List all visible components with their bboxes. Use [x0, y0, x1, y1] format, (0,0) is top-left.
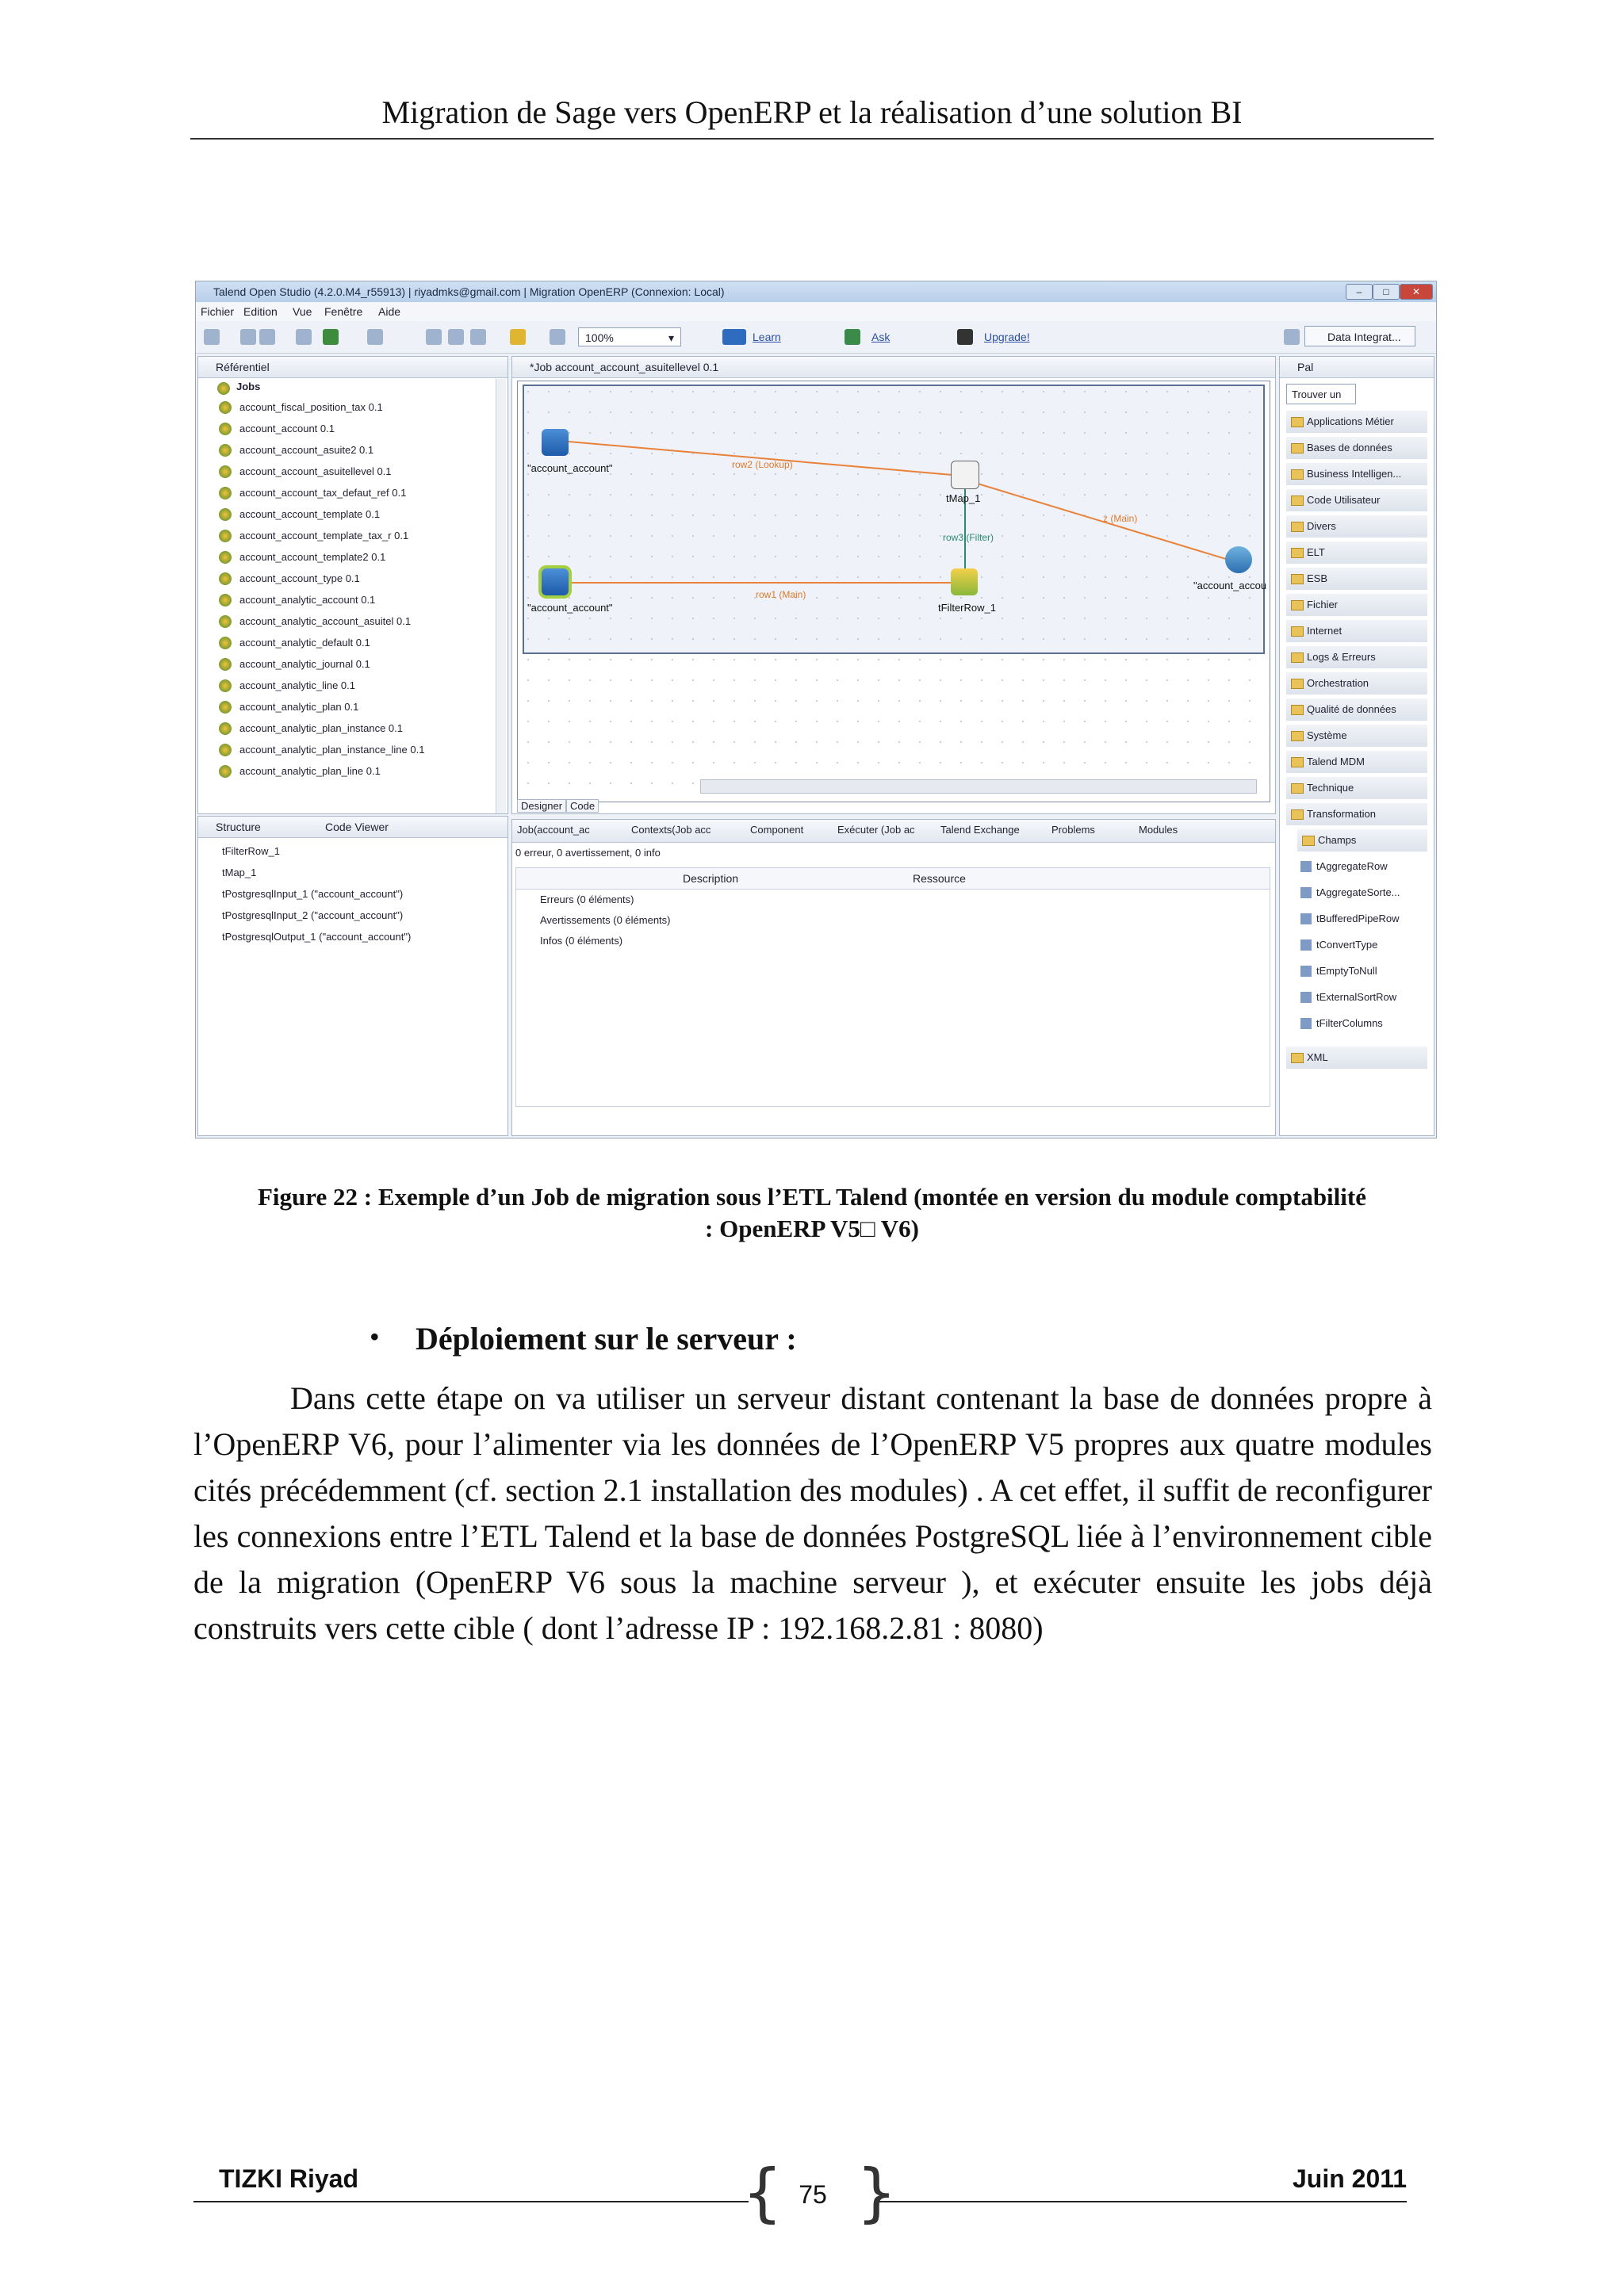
repository-job-item[interactable]: [219, 461, 424, 482]
folder-icon: [1291, 496, 1304, 506]
header-rule: [190, 138, 1434, 140]
save-icon[interactable]: [204, 329, 220, 345]
palette-folder-label: Logs & Erreurs: [1307, 651, 1376, 663]
palette-folder-label: Talend MDM: [1307, 756, 1365, 767]
learn-link[interactable]: Learn: [753, 331, 781, 343]
filter-icon[interactable]: [951, 568, 978, 595]
menu-fenetre[interactable]: Fenêtre: [324, 305, 363, 318]
repository-job-item[interactable]: [219, 739, 424, 760]
folder-icon: [1291, 417, 1304, 427]
job-icon: [219, 744, 232, 756]
folder-icon: [1291, 652, 1304, 663]
zoom-select[interactable]: [578, 327, 681, 346]
problems-summary: 0 erreur, 0 avertissement, 0 info: [515, 847, 661, 859]
bottom-tab[interactable]: Talend Exchange: [940, 824, 1020, 836]
bottom-tab[interactable]: Exécuter (Job ac: [837, 824, 915, 836]
tab-designer[interactable]: Designer: [517, 799, 566, 813]
folder-icon: [1291, 600, 1304, 610]
repository-job-item[interactable]: [219, 546, 424, 568]
talend-screenshot: [195, 281, 1437, 1138]
out-link-label: z (Main): [1103, 513, 1138, 524]
job-icon: [219, 765, 232, 778]
open-perspective-icon[interactable]: [1284, 329, 1300, 345]
palette-component[interactable]: [1299, 908, 1429, 930]
bottom-tab[interactable]: Job(account_ac: [517, 824, 590, 836]
job-icon: [219, 444, 232, 457]
menu-fichier[interactable]: Fichier: [201, 305, 235, 318]
lookup-link-label: row2 (Lookup): [732, 459, 793, 470]
footer-rule-right: [875, 2201, 1407, 2202]
left-brace-icon: {: [742, 2156, 783, 2229]
bullet-icon: •: [370, 1321, 380, 1353]
job-icon: [219, 572, 232, 585]
upgrade-icon: [957, 329, 973, 345]
job-icon: [219, 508, 232, 521]
canvas-view-tabs: [517, 799, 599, 813]
repository-job-item[interactable]: [219, 696, 424, 718]
component-icon: [1300, 887, 1312, 898]
right-brace-icon: }: [856, 2156, 897, 2229]
window-titlebar: [196, 281, 1436, 302]
bottom-tab[interactable]: Modules: [1139, 824, 1178, 836]
palette-folder-label: Qualité de données: [1307, 703, 1396, 715]
footer-author: TIZKI Riyad: [219, 2164, 359, 2193]
palette-component-label: tConvertType: [1316, 939, 1378, 951]
palette-folder-label: Système: [1307, 729, 1347, 741]
col-description[interactable]: Description: [683, 872, 739, 885]
palette-component[interactable]: [1299, 934, 1429, 956]
job-label: account_analytic_account_asuitel 0.1: [239, 615, 412, 627]
tree-icon[interactable]: [367, 329, 383, 345]
folder-icon: [1291, 574, 1304, 584]
job-label: account_account_template2 0.1: [239, 551, 386, 563]
ask-link[interactable]: Ask: [871, 331, 891, 343]
job-icon: [219, 465, 232, 478]
figure-caption-line1: Figure 22 : Exemple d’un Job de migration sous l’ETL Talend (montée en version du module comptabilité: [258, 1183, 1366, 1211]
job-icon: [219, 658, 232, 671]
import-icon[interactable]: [240, 329, 256, 345]
ask-icon: [845, 329, 860, 345]
component-icon: [1300, 992, 1312, 1003]
output-label: "account_accou: [1193, 580, 1267, 591]
palette-component[interactable]: [1299, 1012, 1429, 1035]
job-icon: [219, 637, 232, 649]
structure-item[interactable]: tPostgresqlOutput_1 ("account_account"): [222, 931, 412, 943]
designer-tab[interactable]: *Job account_account_asuitellevel 0.1: [512, 357, 1275, 378]
tmap-icon[interactable]: [951, 461, 979, 489]
tab-code-viewer[interactable]: Code Viewer: [325, 821, 389, 833]
job-label: account_analytic_journal 0.1: [239, 658, 370, 670]
chevron-down-icon: ▾: [668, 331, 674, 344]
repository-tree: [219, 396, 424, 782]
component-icon: [1300, 966, 1312, 977]
repository-scrollbar[interactable]: [496, 379, 506, 813]
paragraph-text: Dans cette étape on va utiliser un serveur distant contenant la base de données propre à l’OpenERP V6, pour l’alimenter via les données de l’OpenERP V5 propres aux quatre modules cités précédemment (cf. section 2.1 installation des modules) . A cet effet, il suffit de reconfigurer les connexions entre l’ETL Talend et la base de données PostgreSQL liée à l’environnement cible de la migration (OpenERP V6 sous la machine serveur ), et exécuter ensuite les jobs déjà construits vers cette cible ( dont l’adresse IP : 192.168.2.81 : 8080): [193, 1380, 1432, 1646]
job-icon: [219, 679, 232, 692]
postgres-output-icon[interactable]: [1225, 546, 1252, 573]
palette-folder[interactable]: [1286, 411, 1427, 433]
folder-icon: [1291, 469, 1304, 480]
job-label: account_analytic_plan 0.1: [239, 701, 359, 713]
palette-folder[interactable]: [1286, 803, 1427, 825]
palette-panel: [1279, 356, 1434, 1136]
palette-list: [1280, 357, 1435, 1137]
palette-component-label: tEmptyToNull: [1316, 965, 1377, 977]
job-label: account_analytic_account 0.1: [239, 594, 376, 606]
job-icon: [219, 722, 232, 735]
palette-component-label: tExternalSortRow: [1316, 991, 1397, 1003]
job-label: account_analytic_plan_instance_line 0.1: [239, 744, 425, 756]
repository-job-item[interactable]: [219, 503, 424, 525]
repository-job-item[interactable]: [219, 632, 424, 653]
palette-folder-label: Internet: [1307, 625, 1342, 637]
main-link-label: row1 (Main): [756, 589, 806, 600]
job-icon: [219, 701, 232, 714]
job-label: account_analytic_line 0.1: [239, 679, 355, 691]
component-icon: [1300, 913, 1312, 924]
folder-icon: [1291, 809, 1304, 820]
learn-icon: [722, 329, 746, 345]
palette-folder[interactable]: [1286, 646, 1427, 668]
window-controls: [1346, 284, 1433, 300]
wand-icon[interactable]: [510, 329, 526, 345]
pencil-icon[interactable]: [448, 329, 464, 345]
folder-icon: [1291, 705, 1304, 715]
job-label: account_account_asuite2 0.1: [239, 444, 374, 456]
palette-folder[interactable]: [1286, 751, 1427, 773]
palette-component[interactable]: [1299, 882, 1429, 904]
map-label: tMap_1: [946, 492, 981, 504]
page-header: Migration de Sage vers OpenERP et la réalisation d’une solution BI: [381, 94, 1243, 130]
job-label: account_account_tax_defaut_ref 0.1: [239, 487, 407, 499]
repository-job-item[interactable]: [219, 718, 424, 739]
folder-icon: [1291, 626, 1304, 637]
problems-row-infos[interactable]: Infos (0 éléments): [540, 935, 623, 947]
designer-panel: [511, 356, 1276, 814]
bottom-tabs: [512, 820, 1275, 843]
palette-folder-label: Business Intelligen...: [1307, 468, 1402, 480]
col-resource[interactable]: Ressource: [913, 872, 966, 885]
palette-component[interactable]: [1299, 986, 1429, 1008]
repository-job-item[interactable]: [219, 568, 424, 589]
structure-panel: [197, 816, 508, 1136]
menubar: [196, 302, 1436, 322]
palette-component[interactable]: [1299, 960, 1429, 982]
job-icon: [219, 594, 232, 607]
folder-icon: [1291, 679, 1304, 689]
palette-folder[interactable]: [1286, 489, 1427, 511]
palette-folder[interactable]: [1286, 725, 1427, 747]
palette-folder-label: Technique: [1307, 782, 1354, 794]
palette-folder[interactable]: [1286, 568, 1427, 590]
jobs-root[interactable]: [217, 381, 260, 392]
palette-folder-label: Divers: [1307, 520, 1336, 532]
job-label: account_analytic_plan_line 0.1: [239, 765, 381, 777]
tab-structure[interactable]: Structure: [216, 821, 261, 833]
palette-folder-label: Applications Métier: [1307, 415, 1394, 427]
figure-caption-line2: : OpenERP V5□ V6): [705, 1215, 919, 1242]
job-label: account_analytic_default 0.1: [239, 637, 370, 649]
bottom-tab[interactable]: Contexts(Job acc: [631, 824, 711, 836]
upgrade-link[interactable]: Upgrade!: [984, 331, 1030, 343]
bottom-tab[interactable]: Problems: [1051, 824, 1095, 836]
input2-label: "account_account": [527, 602, 613, 614]
folder-icon: [1291, 783, 1304, 794]
folder-icon: [1291, 1053, 1304, 1063]
structure-item[interactable]: tMap_1: [222, 867, 257, 878]
folder-icon: [1302, 836, 1315, 846]
folder-icon: [1291, 548, 1304, 558]
structure-item[interactable]: tFilterRow_1: [222, 845, 280, 857]
job-label: account_account_type 0.1: [239, 572, 360, 584]
repository-job-item[interactable]: [219, 482, 424, 503]
palette-folder-xml[interactable]: [1286, 1047, 1427, 1069]
filter-link-label: row3 (Filter): [943, 532, 994, 543]
job-folder-icon: [217, 382, 230, 395]
palette-component-label: tAggregateRow: [1316, 860, 1388, 872]
palette-folder[interactable]: [1286, 777, 1427, 799]
folder-icon: [1291, 757, 1304, 767]
folder-icon: [1291, 731, 1304, 741]
job-label: account_account_template_tax_r 0.1: [239, 530, 409, 541]
repository-panel: [197, 356, 508, 814]
repository-job-item[interactable]: [219, 675, 424, 696]
canvas-scrollbar[interactable]: [700, 779, 1257, 794]
chart-icon[interactable]: [470, 329, 486, 345]
palette-folder[interactable]: [1286, 672, 1427, 695]
folder-icon: [1291, 522, 1304, 532]
footer-rule-left: [193, 2201, 749, 2202]
zoom-icon[interactable]: [550, 329, 565, 345]
filter-label: tFilterRow_1: [938, 602, 996, 614]
job-label: account_account 0.1: [239, 423, 335, 434]
palette-folder-label: Transformation: [1307, 808, 1376, 820]
job-icon: [219, 487, 232, 499]
problems-row-errors[interactable]: Erreurs (0 éléments): [540, 894, 634, 905]
palette-component-label: tAggregateSorte...: [1316, 886, 1400, 898]
palette-component-label: tBufferedPipeRow: [1316, 913, 1400, 924]
palette-folder[interactable]: [1286, 515, 1427, 538]
close-button[interactable]: ✕: [1400, 284, 1433, 300]
search-icon[interactable]: [296, 329, 312, 345]
palette-folder-label: Code Utilisateur: [1307, 494, 1381, 506]
body-paragraph: [193, 1376, 1432, 1651]
repository-job-item[interactable]: [219, 653, 424, 675]
job-icon: [219, 551, 232, 564]
repository-job-item[interactable]: [219, 760, 424, 782]
structure-tabs: [198, 817, 508, 838]
job-label: account_fiscal_position_tax 0.1: [239, 401, 383, 413]
edit-icon[interactable]: [426, 329, 442, 345]
palette-search-input[interactable]: Trouver un: [1286, 384, 1356, 404]
palette-folder-label: XML: [1307, 1051, 1328, 1063]
menu-edition[interactable]: Edition: [243, 305, 278, 318]
repository-job-item[interactable]: [219, 589, 424, 610]
repository-job-item[interactable]: [219, 418, 424, 439]
maximize-button[interactable]: □: [1373, 284, 1400, 300]
job-icon: [219, 615, 232, 628]
problems-table-header: [516, 868, 1270, 890]
job-icon: [219, 423, 232, 435]
run-icon[interactable]: [323, 329, 339, 345]
job-icon: [219, 401, 232, 414]
connections: [518, 381, 1270, 802]
palette-folder-label: Bases de données: [1307, 442, 1392, 453]
palette-subfolder[interactable]: [1297, 829, 1427, 851]
job-label: account_analytic_plan_instance 0.1: [239, 722, 403, 734]
palette-folder[interactable]: [1286, 620, 1427, 642]
toolbar: [196, 321, 1436, 354]
folder-icon: [1291, 443, 1304, 453]
palette-title: Pal: [1280, 357, 1434, 378]
page-number: 75: [799, 2180, 827, 2209]
problems-row-warnings[interactable]: Avertissements (0 éléments): [540, 914, 671, 926]
jobs-root-label: Jobs: [236, 381, 261, 392]
problems-table: [515, 867, 1270, 1107]
palette-component-label: tFilterColumns: [1316, 1017, 1383, 1029]
zoom-value: 100%: [585, 331, 614, 344]
menu-aide[interactable]: Aide: [378, 305, 401, 318]
repository-job-item[interactable]: [219, 439, 424, 461]
job-canvas[interactable]: [517, 381, 1270, 802]
palette-folder[interactable]: [1286, 698, 1427, 721]
component-icon: [1300, 939, 1312, 951]
problems-panel: [511, 819, 1276, 1136]
bottom-tab[interactable]: Component: [750, 824, 804, 836]
palette-subfolder-label: Champs: [1318, 834, 1357, 846]
component-icon: [1300, 1018, 1312, 1029]
postgres-input-2-icon[interactable]: [542, 568, 569, 595]
window-title: Talend Open Studio (4.2.0.M4_r55913) | riyadmks@gmail.com | Migration OpenERP (Connexion: Local): [213, 285, 725, 298]
export-icon[interactable]: [259, 329, 275, 345]
palette-folder[interactable]: [1286, 594, 1427, 616]
repository-job-item[interactable]: [219, 525, 424, 546]
section-title: Déploiement sur le serveur :: [416, 1321, 797, 1357]
palette-folder-label: ELT: [1307, 546, 1325, 558]
structure-list: [222, 840, 411, 947]
palette-folder-label: ESB: [1307, 572, 1328, 584]
palette-folder[interactable]: [1286, 463, 1427, 485]
minimize-button[interactable]: –: [1346, 284, 1373, 300]
component-icon: [1300, 861, 1312, 872]
repository-job-item[interactable]: [219, 396, 424, 418]
tab-code[interactable]: Code: [566, 799, 599, 813]
repository-job-item[interactable]: [219, 610, 424, 632]
perspective-button[interactable]: Data Integrat...: [1304, 326, 1415, 346]
postgres-input-1-icon[interactable]: [542, 429, 569, 456]
palette-folder[interactable]: [1286, 541, 1427, 564]
input1-label: "account_account": [527, 462, 613, 474]
figure-caption: [190, 1181, 1434, 1245]
structure-item[interactable]: tPostgresqlInput_1 ("account_account"): [222, 888, 404, 900]
palette-folder-label: Fichier: [1307, 599, 1339, 610]
structure-item[interactable]: tPostgresqlInput_2 ("account_account"): [222, 909, 404, 921]
menu-vue[interactable]: Vue: [293, 305, 312, 318]
job-label: account_account_template 0.1: [239, 508, 381, 520]
job-label: account_account_asuitellevel 0.1: [239, 465, 392, 477]
palette-folder[interactable]: [1286, 437, 1427, 459]
job-icon: [219, 530, 232, 542]
palette-folder-label: Orchestration: [1307, 677, 1369, 689]
footer-date: Juin 2011: [1293, 2164, 1408, 2193]
palette-component[interactable]: [1299, 855, 1429, 878]
repository-title: Référentiel: [198, 357, 508, 378]
